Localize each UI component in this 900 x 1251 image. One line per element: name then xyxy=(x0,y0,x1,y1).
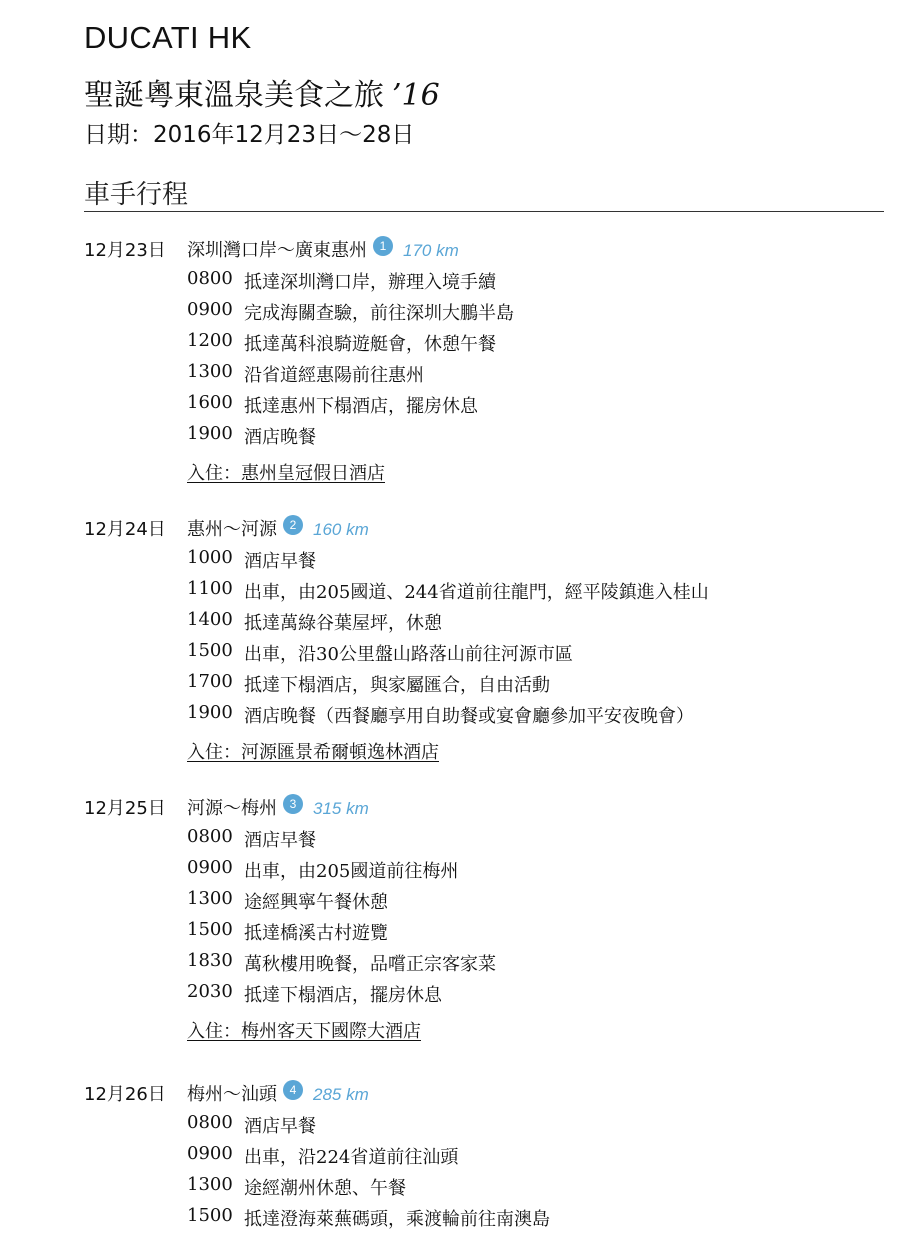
item-time: 1000 xyxy=(187,547,233,568)
schedule-item xyxy=(0,1172,900,1203)
hotel-stay-label: 入住：惠州皇冠假日酒店 xyxy=(187,463,385,484)
route-label: 河源～梅州 xyxy=(187,798,277,819)
item-time: 0800 xyxy=(187,826,233,847)
distance-label: 285 km xyxy=(313,1085,369,1104)
day-header xyxy=(0,1080,900,1110)
schedule-item xyxy=(0,545,900,576)
schedule-item xyxy=(0,390,900,421)
item-desc: 抵達橋溪古村遊覽 xyxy=(244,923,388,944)
item-time: 1500 xyxy=(187,640,233,661)
trip-date: 日期：2016年12月23日～28日 xyxy=(84,122,415,148)
item-desc: 抵達下榻酒店，擺房休息 xyxy=(244,985,442,1006)
item-desc: 抵達萬綠谷葉屋坪，休憩 xyxy=(244,613,442,634)
day-block xyxy=(0,236,900,487)
schedule-item xyxy=(0,607,900,638)
item-time: 1100 xyxy=(187,578,233,599)
schedule-item xyxy=(0,638,900,669)
schedule-item xyxy=(0,700,900,731)
item-time: 1830 xyxy=(187,950,233,971)
day-route xyxy=(187,515,369,541)
schedule-item xyxy=(0,855,900,886)
schedule-item xyxy=(0,917,900,948)
day-date: 12月23日 xyxy=(84,240,166,261)
day-header xyxy=(0,236,900,266)
item-desc: 途經興寧午餐休憩 xyxy=(244,892,388,913)
day-route xyxy=(187,794,369,820)
day-block xyxy=(0,515,900,766)
distance-label: 170 km xyxy=(403,241,459,260)
hotel-stay xyxy=(0,457,900,487)
schedule-item xyxy=(0,1203,900,1234)
section-divider xyxy=(84,211,884,212)
schedule-item xyxy=(0,576,900,607)
day-route xyxy=(187,1080,369,1106)
hotel-stay-label: 入住：梅州客天下國際大酒店 xyxy=(187,1021,421,1042)
schedule-item xyxy=(0,886,900,917)
item-desc: 抵達深圳灣口岸，辦理入境手續 xyxy=(244,272,496,293)
route-label: 深圳灣口岸～廣東惠州 xyxy=(187,240,367,261)
trip-year: ’16 xyxy=(392,78,440,113)
schedule-item xyxy=(0,1141,900,1172)
item-time: 1300 xyxy=(187,1174,233,1195)
item-desc: 沿省道經惠陽前往惠州 xyxy=(244,365,424,386)
day-date: 12月24日 xyxy=(84,519,166,540)
schedule-item xyxy=(0,824,900,855)
day-date: 12月26日 xyxy=(84,1084,166,1105)
schedule-item xyxy=(0,948,900,979)
day-number-badge: 2 xyxy=(283,515,303,535)
schedule-item xyxy=(0,1110,900,1141)
day-date: 12月25日 xyxy=(84,798,166,819)
day-block xyxy=(0,794,900,1045)
item-desc: 出車，沿30公里盤山路落山前往河源市區 xyxy=(244,644,573,665)
day-route xyxy=(187,236,459,262)
day-number-badge: 4 xyxy=(283,1080,303,1100)
item-time: 1200 xyxy=(187,330,233,351)
trip-title-text: 聖誕粵東溫泉美食之旅 xyxy=(84,78,384,113)
item-desc: 出車，沿224省道前往汕頭 xyxy=(244,1147,459,1168)
schedule-item xyxy=(0,328,900,359)
item-desc: 酒店早餐 xyxy=(244,830,316,851)
hotel-stay xyxy=(0,736,900,766)
day-number-badge: 3 xyxy=(283,794,303,814)
item-time: 0900 xyxy=(187,299,233,320)
item-desc: 酒店早餐 xyxy=(244,551,316,572)
item-desc: 萬秋樓用晚餐，品嚐正宗客家菜 xyxy=(244,954,496,975)
item-time: 1900 xyxy=(187,423,233,444)
item-desc: 酒店早餐 xyxy=(244,1116,316,1137)
schedule-item xyxy=(0,421,900,452)
day-header xyxy=(0,515,900,545)
item-time: 1300 xyxy=(187,361,233,382)
schedule-item xyxy=(0,669,900,700)
hotel-stay-label: 入住：河源匯景希爾頓逸林酒店 xyxy=(187,742,439,763)
item-desc: 抵達萬科浪騎遊艇會，休憩午餐 xyxy=(244,334,496,355)
item-time: 1500 xyxy=(187,1205,233,1226)
item-time: 1400 xyxy=(187,609,233,630)
item-desc: 抵達惠州下榻酒店，擺房休息 xyxy=(244,396,478,417)
item-time: 0900 xyxy=(187,857,233,878)
item-time: 2030 xyxy=(187,981,233,1002)
item-time: 1500 xyxy=(187,919,233,940)
day-block xyxy=(0,1080,900,1234)
item-time: 0800 xyxy=(187,1112,233,1133)
item-desc: 酒店晚餐（西餐廳享用自助餐或宴會廳參加平安夜晚會） xyxy=(244,706,694,727)
section-heading: 車手行程 xyxy=(84,180,189,210)
schedule-item xyxy=(0,266,900,297)
item-time: 0900 xyxy=(187,1143,233,1164)
day-header xyxy=(0,794,900,824)
item-time: 1700 xyxy=(187,671,233,692)
day-number-badge: 1 xyxy=(373,236,393,256)
item-desc: 酒店晚餐 xyxy=(244,427,316,448)
trip-title xyxy=(84,70,440,114)
item-time: 1900 xyxy=(187,702,233,723)
item-desc: 出車，由205國道、244省道前往龍門，經平陵鎮進入桂山 xyxy=(244,582,709,603)
brand-title: DUCATI HK xyxy=(84,20,252,55)
item-time: 1600 xyxy=(187,392,233,413)
item-desc: 抵達澄海萊蕪碼頭，乘渡輪前往南澳島 xyxy=(244,1209,550,1230)
item-desc: 完成海關查驗，前往深圳大鵬半島 xyxy=(244,303,514,324)
hotel-stay xyxy=(0,1015,900,1045)
item-time: 1300 xyxy=(187,888,233,909)
item-desc: 途經潮州休憩、午餐 xyxy=(244,1178,406,1199)
item-time: 0800 xyxy=(187,268,233,289)
distance-label: 160 km xyxy=(313,520,369,539)
route-label: 惠州～河源 xyxy=(187,519,277,540)
schedule-item xyxy=(0,979,900,1010)
distance-label: 315 km xyxy=(313,799,369,818)
route-label: 梅州～汕頭 xyxy=(187,1084,277,1105)
item-desc: 抵達下榻酒店，與家屬匯合，自由活動 xyxy=(244,675,550,696)
item-desc: 出車，由205國道前往梅州 xyxy=(244,861,459,882)
schedule-item xyxy=(0,297,900,328)
schedule-item xyxy=(0,359,900,390)
